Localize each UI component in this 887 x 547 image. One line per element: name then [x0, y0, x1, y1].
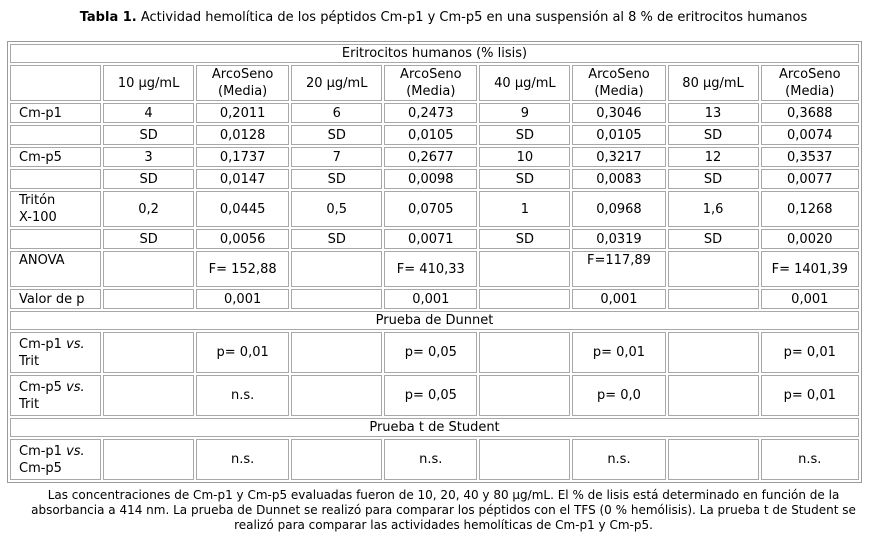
table-cell: 7 — [291, 147, 382, 167]
table-cell — [291, 251, 382, 287]
table-cell: 0,0083 — [572, 169, 665, 189]
row-label-b: Trit — [19, 353, 40, 369]
table-cell: 0,0074 — [761, 125, 859, 145]
row-label-line: Cm-p1 — [19, 105, 62, 121]
table-cell: n.s. — [572, 439, 665, 480]
table-cell: 1,6 — [668, 191, 759, 227]
table-cell: p= 0,01 — [196, 332, 289, 373]
row-label-a: Cm-p5 — [19, 379, 67, 395]
table-cell: 0,0105 — [384, 125, 477, 145]
row-label-vs: vs. — [66, 379, 85, 395]
column-header-line: 10 μg/mL — [117, 75, 180, 91]
table-cell: 4 — [103, 103, 194, 123]
table-cell — [479, 251, 570, 287]
table-cell — [291, 375, 382, 416]
table-cell — [668, 332, 759, 373]
table-row — [10, 332, 859, 373]
table-cell: SD — [103, 125, 194, 145]
table-row — [10, 439, 859, 480]
column-header — [572, 65, 665, 101]
row-label-a: Cm-p1 — [19, 336, 67, 352]
table-cell: 13 — [668, 103, 759, 123]
table-row — [10, 251, 859, 287]
row-label-vs: vs. — [66, 443, 85, 459]
table-row — [10, 229, 859, 249]
table-cell: F= 1401,39 — [761, 251, 859, 287]
table-cell — [479, 289, 570, 309]
row-label-b: Cm-p5 — [19, 460, 62, 476]
row-label-line: X-100 — [19, 210, 57, 225]
table-row — [10, 418, 859, 437]
table-cell — [103, 251, 194, 287]
table-cell: 0,2 — [103, 191, 194, 227]
table-cell: 0,0098 — [384, 169, 477, 189]
column-header — [291, 65, 382, 101]
row-label-vs: vs. — [66, 336, 85, 352]
table-cell: 0,3688 — [761, 103, 859, 123]
row-label-line: Tritón — [19, 193, 56, 208]
table-cell: n.s. — [384, 439, 477, 480]
table-cell: SD — [291, 169, 382, 189]
row-label-a: Cm-p1 — [19, 443, 67, 459]
table-cell: 1 — [479, 191, 570, 227]
column-header — [668, 65, 759, 101]
column-header — [479, 65, 570, 101]
header-corner-cell — [10, 65, 101, 101]
column-header-line: (Media) — [785, 84, 835, 99]
table-row — [10, 311, 859, 330]
table-cell — [291, 289, 382, 309]
table-cell — [668, 289, 759, 309]
row-label-line: ANOVA — [19, 253, 65, 268]
table-cell: p= 0,01 — [761, 375, 859, 416]
table-cell: n.s. — [196, 439, 289, 480]
table-cell — [103, 332, 194, 373]
table-cell: 12 — [668, 147, 759, 167]
table-cell: 0,3537 — [761, 147, 859, 167]
table-cell — [291, 439, 382, 480]
column-header-line: 20 μg/mL — [305, 75, 368, 91]
row-label — [10, 439, 101, 480]
table-cell: 0,0147 — [196, 169, 289, 189]
row-label — [10, 191, 101, 227]
column-header-line: ArcoSeno — [588, 67, 650, 82]
table-cell — [103, 289, 194, 309]
row-label-line: Cm-p5 — [19, 149, 62, 165]
table-row — [10, 65, 859, 101]
table-cell: F= 152,88 — [196, 251, 289, 287]
table-footnote: Las concentraciones de Cm-p1 y Cm-p5 evaluadas fueron de 10, 20, 40 y 80 μg/mL. El % de lisis está determinado en función de la absorbancia a 414 nm. La prueba de Dunnet se realizó para comparar los péptidos con el TFS (0 % hemólisis). La prueba t de Student se realizó para comparar las actividades hemolíticas de Cm-p1 y Cm-p5. — [31, 488, 856, 532]
table-cell: 0,001 — [761, 289, 859, 309]
table-cell: 0,1268 — [761, 191, 859, 227]
table-cell: 0,0071 — [384, 229, 477, 249]
table-cell: 0,0705 — [384, 191, 477, 227]
column-header — [384, 65, 477, 101]
caption-text: Actividad hemolítica de los péptidos Cm-p1 y Cm-p5 en una suspensión al 8 % de eritrocitos humanos — [140, 10, 808, 25]
table-cell: SD — [668, 169, 759, 189]
column-header-line: ArcoSeno — [779, 67, 841, 82]
table-cell: 0,3217 — [572, 147, 665, 167]
column-group-header: Eritrocitos humanos (% lisis) — [10, 44, 859, 63]
row-label — [10, 125, 101, 145]
table-cell: 0,001 — [196, 289, 289, 309]
row-label — [10, 251, 101, 287]
table-cell: 0,0020 — [761, 229, 859, 249]
row-label — [10, 147, 101, 167]
caption-label: Tabla 1. — [79, 10, 137, 25]
table-cell: p= 0,01 — [761, 332, 859, 373]
table-cell: 0,2677 — [384, 147, 477, 167]
table-cell — [668, 375, 759, 416]
table-cell: F=117,89 — [572, 251, 665, 287]
table-cell: n.s. — [761, 439, 859, 480]
table-cell: SD — [479, 125, 570, 145]
table-row — [10, 191, 859, 227]
table-cell: SD — [291, 229, 382, 249]
column-header — [761, 65, 859, 101]
table-cell: 0,1737 — [196, 147, 289, 167]
table-cell — [479, 375, 570, 416]
row-label — [10, 169, 101, 189]
column-header — [103, 65, 194, 101]
table-row — [10, 375, 859, 416]
table-cell — [479, 332, 570, 373]
table-row — [10, 103, 859, 123]
table-cell — [479, 439, 570, 480]
row-label-line: Valor de p — [19, 291, 85, 307]
table-cell: SD — [291, 125, 382, 145]
hemolytic-activity-table — [7, 41, 862, 483]
table-row — [10, 289, 859, 309]
column-header-line: ArcoSeno — [400, 67, 462, 82]
table-cell: SD — [479, 229, 570, 249]
table-row — [10, 169, 859, 189]
column-header-line: (Media) — [594, 84, 644, 99]
table-cell: 0,2011 — [196, 103, 289, 123]
table-cell: 0,0128 — [196, 125, 289, 145]
table-cell: SD — [103, 169, 194, 189]
table-cell: 6 — [291, 103, 382, 123]
row-label — [10, 375, 101, 416]
column-header — [196, 65, 289, 101]
table-caption — [0, 9, 887, 26]
table-body — [10, 44, 859, 480]
column-header-line: (Media) — [406, 84, 456, 99]
table-cell: 0,001 — [384, 289, 477, 309]
row-label — [10, 332, 101, 373]
table-cell — [668, 439, 759, 480]
table-cell: p= 0,05 — [384, 375, 477, 416]
table-cell: 0,0056 — [196, 229, 289, 249]
section-header: Prueba de Dunnet — [10, 311, 859, 330]
table-cell: 0,001 — [572, 289, 665, 309]
table-cell: p= 0,05 — [384, 332, 477, 373]
table-cell — [103, 375, 194, 416]
table-cell: 0,2473 — [384, 103, 477, 123]
table-cell: 0,0319 — [572, 229, 665, 249]
table-cell: 0,0968 — [572, 191, 665, 227]
table-cell: SD — [668, 229, 759, 249]
row-label — [10, 229, 101, 249]
table-cell: 0,0105 — [572, 125, 665, 145]
table-cell: 0,0445 — [196, 191, 289, 227]
table-cell: 0,0077 — [761, 169, 859, 189]
table-cell: n.s. — [196, 375, 289, 416]
row-label — [10, 289, 101, 309]
table-row — [10, 147, 859, 167]
table-cell: 0,5 — [291, 191, 382, 227]
table-cell — [103, 439, 194, 480]
table-cell: p= 0,0 — [572, 375, 665, 416]
column-header-line: (Media) — [218, 84, 268, 99]
table-cell: SD — [479, 169, 570, 189]
table-cell: SD — [668, 125, 759, 145]
table-row — [10, 125, 859, 145]
table-cell: F= 410,33 — [384, 251, 477, 287]
table-cell: 3 — [103, 147, 194, 167]
row-label-b: Trit — [19, 396, 40, 412]
column-header-line: ArcoSeno — [211, 67, 274, 82]
table-cell — [291, 332, 382, 373]
table-cell: 0,3046 — [572, 103, 665, 123]
table-cell — [668, 251, 759, 287]
section-header: Prueba t de Student — [10, 418, 859, 437]
row-label — [10, 103, 101, 123]
table-cell: 10 — [479, 147, 570, 167]
table-cell: p= 0,01 — [572, 332, 665, 373]
table-row — [10, 44, 859, 63]
table-cell: 9 — [479, 103, 570, 123]
column-header-line: 40 μg/mL — [494, 75, 556, 91]
column-header-line: 80 μg/mL — [682, 75, 744, 91]
table-cell: SD — [103, 229, 194, 249]
